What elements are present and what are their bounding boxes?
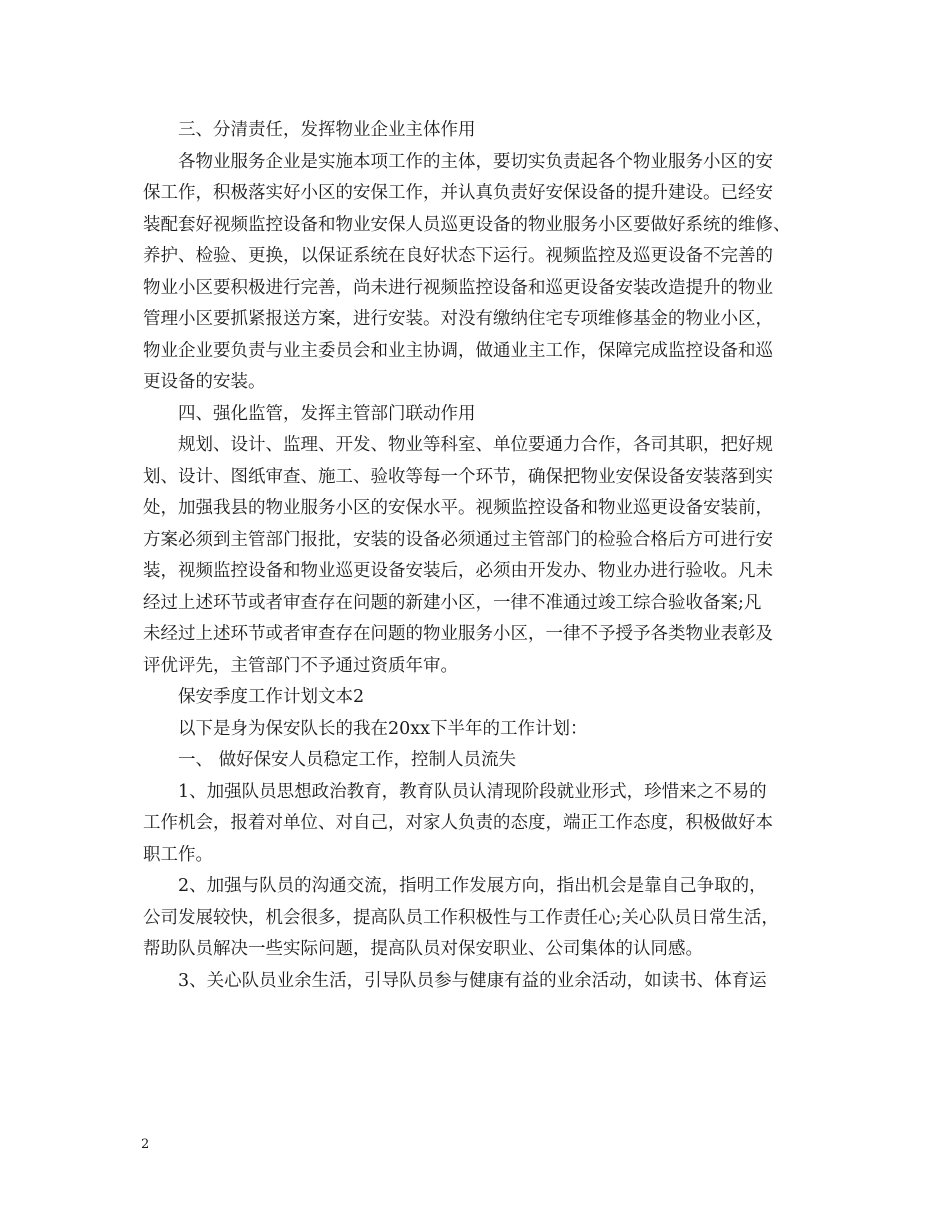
paragraph-line: 1、加强队员思想政治教育，教育队员认清现阶段就业形式，珍惜来之不易的 — [178, 781, 767, 802]
paragraph-line: 经过上述环节或者审查存在问题的新建小区，一律不准通过竣工综合验收备案;凡 — [143, 592, 762, 613]
section-heading-4 — [143, 399, 833, 431]
paragraph-line: 2、加强与队员的沟通交流，指明工作发展方向，指出机会是靠自己争取的， — [178, 876, 767, 896]
paragraph-line: 物业企业要负责与业主委员会和业主协调，做通业主工作，保障完成监控设备和巡 — [143, 340, 773, 361]
paragraph-line: 未经过上述环节或者审查存在问题的物业服务小区，一律不予授予各类物业表彰及 — [143, 624, 773, 644]
paragraph-line: 各物业服务企业是实施本项工作的主体，要切实负责起各个物业服务小区的安 — [178, 151, 773, 172]
paragraph-line: 三、分清责任，发挥物业企业主体作用 — [178, 120, 476, 140]
paragraph-line: 工作机会，报着对单位、对自己，对家人负责的态度，端正工作态度，积极做好本 — [143, 813, 773, 833]
paragraph-line: 养护、检验、更换，以保证系统在良好状态下运行。视频监控及巡更设备不完善的 — [143, 246, 773, 266]
paragraph-line: 物业小区要积极进行完善，尚未进行视频监控设备和巡更设备安装改造提升的物业 — [143, 277, 773, 298]
document-body — [143, 115, 833, 997]
paragraph-line: 规划、设计、监理、开发、物业等科室、单位要通力合作，各司其职，把好规 — [178, 435, 773, 455]
body-paragraph — [143, 430, 833, 682]
paragraph-line: 管理小区要抓紧报送方案，进行安装。对没有缴纳住宅专项维修基金的物业小区， — [143, 309, 773, 329]
paragraph-line: 四、强化监管，发挥主管部门联动作用 — [178, 403, 476, 424]
body-paragraph — [143, 966, 833, 998]
paragraph-line: 公司发展较快，机会很多，提高队员工作积极性与工作责任心;关心队员日常生活， — [143, 907, 779, 928]
paragraph-line: 方案必须到主管部门报批，安装的设备必须通过主管部门的检验合格后方可进行安 — [143, 529, 773, 550]
paragraph-line: 划、设计、图纸审查、施工、验收等每一个环节，确保把物业安保设备安装落到实 — [143, 466, 773, 487]
section-heading-3 — [143, 115, 833, 147]
paragraph-line: 3、关心队员业余生活，引导队员参与健康有益的业余活动，如读书、体育运 — [178, 970, 767, 991]
paragraph-line: 职工作。 — [143, 844, 213, 865]
paragraph-line: 一、 做好保安人员稳定工作，控制人员流失 — [178, 750, 517, 770]
page-number: 2 — [141, 1137, 150, 1152]
paragraph-line: 更设备的安装。 — [143, 372, 266, 392]
body-paragraph — [143, 871, 833, 966]
body-paragraph — [143, 147, 833, 399]
document-subtitle — [143, 682, 833, 714]
paragraph-line: 帮助队员解决一些实际问题，提高队员对保安职业、公司集体的认同感。 — [143, 939, 703, 959]
paragraph-line: 保工作，积极落实好小区的安保工作，并认真负责好安保设备的提升建设。已经安 — [143, 183, 773, 203]
body-paragraph — [143, 777, 833, 872]
section-heading-1 — [143, 745, 833, 777]
paragraph-line: 处，加强我县的物业服务小区的安保水平。视频监控设备和物业巡更设备安装前， — [143, 498, 773, 518]
paragraph-line: 保安季度工作计划文本2 — [178, 687, 365, 707]
intro-paragraph — [143, 714, 833, 746]
paragraph-line: 装，视频监控设备和物业巡更设备安装后，必须由开发办、物业办进行验收。凡未 — [143, 561, 773, 581]
paragraph-line: 以下是身为保安队长的我在20xx下半年的工作计划： — [178, 718, 588, 739]
paragraph-line: 评优评先，主管部门不予通过资质年审。 — [143, 655, 458, 676]
paragraph-line: 装配套好视频监控设备和物业安保人员巡更设备的物业服务小区要做好系统的维修、 — [143, 214, 791, 235]
